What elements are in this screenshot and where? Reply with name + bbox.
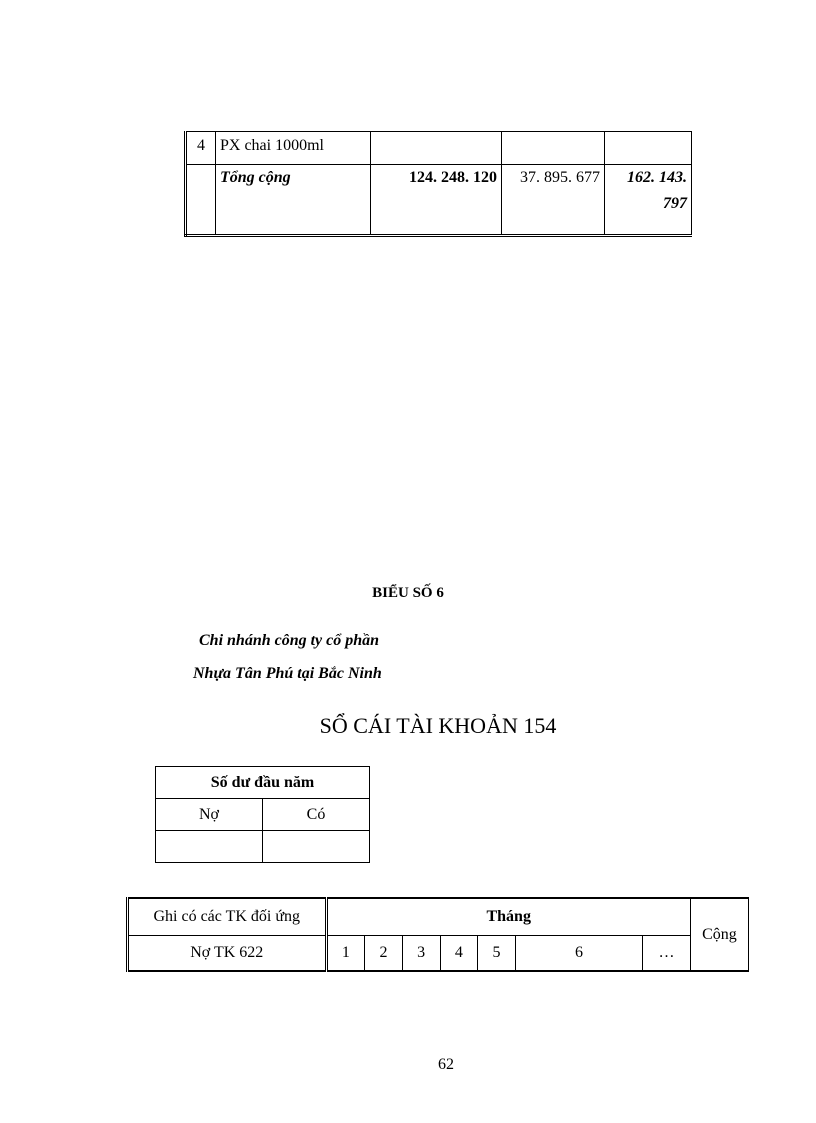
empty-cell	[186, 165, 216, 236]
total-value-2: 37. 895. 677	[502, 165, 605, 236]
month-3: 3	[402, 936, 440, 972]
credit-value	[263, 831, 370, 863]
total-value-3-line1: 162. 143.	[627, 169, 687, 187]
total-row	[186, 165, 692, 236]
monthly-ledger-table	[126, 897, 749, 972]
account-label-line1: Ghi có các TK đối ứng	[128, 898, 327, 936]
total-header: Cộng	[690, 898, 748, 971]
total-value-3-line2: 797	[663, 195, 687, 213]
row-index: 4	[186, 132, 216, 165]
debit-value	[156, 831, 263, 863]
company-name-line1: Chi nhánh công ty cổ phần	[199, 632, 380, 649]
opening-balance-header: Số dư đầu năm	[156, 767, 370, 799]
page-number: 62	[438, 1056, 454, 1073]
account-label-line2: Nợ TK 622	[128, 936, 327, 972]
company-name-line2: Nhựa Tân Phú tại Bắc Ninh	[193, 665, 382, 682]
opening-balance-table	[155, 766, 370, 863]
empty-cell	[502, 132, 605, 165]
empty-cell	[605, 132, 692, 165]
total-value-3	[605, 165, 692, 236]
table-row	[128, 936, 749, 972]
month-header: Tháng	[326, 898, 690, 936]
debit-header: Nợ	[156, 799, 263, 831]
credit-header: Có	[263, 799, 370, 831]
month-1: 1	[326, 936, 365, 972]
continuation-table	[184, 131, 692, 237]
table-row	[128, 898, 749, 936]
table-row	[186, 132, 692, 165]
month-5: 5	[478, 936, 516, 972]
empty-cell	[371, 132, 502, 165]
month-6: 6	[515, 936, 642, 972]
table-row	[156, 831, 370, 863]
ledger-title: SỔ CÁI TÀI KHOẢN 154	[319, 713, 557, 738]
form-number: BIỂU SỐ 6	[372, 585, 444, 601]
table-row	[156, 767, 370, 799]
total-label: Tổng cộng	[216, 165, 371, 236]
total-value-1: 124. 248. 120	[371, 165, 502, 236]
month-4: 4	[440, 936, 478, 972]
table-row	[156, 799, 370, 831]
month-ellipsis: …	[643, 936, 691, 972]
month-2: 2	[365, 936, 403, 972]
row-label: PX chai 1000ml	[216, 132, 371, 165]
